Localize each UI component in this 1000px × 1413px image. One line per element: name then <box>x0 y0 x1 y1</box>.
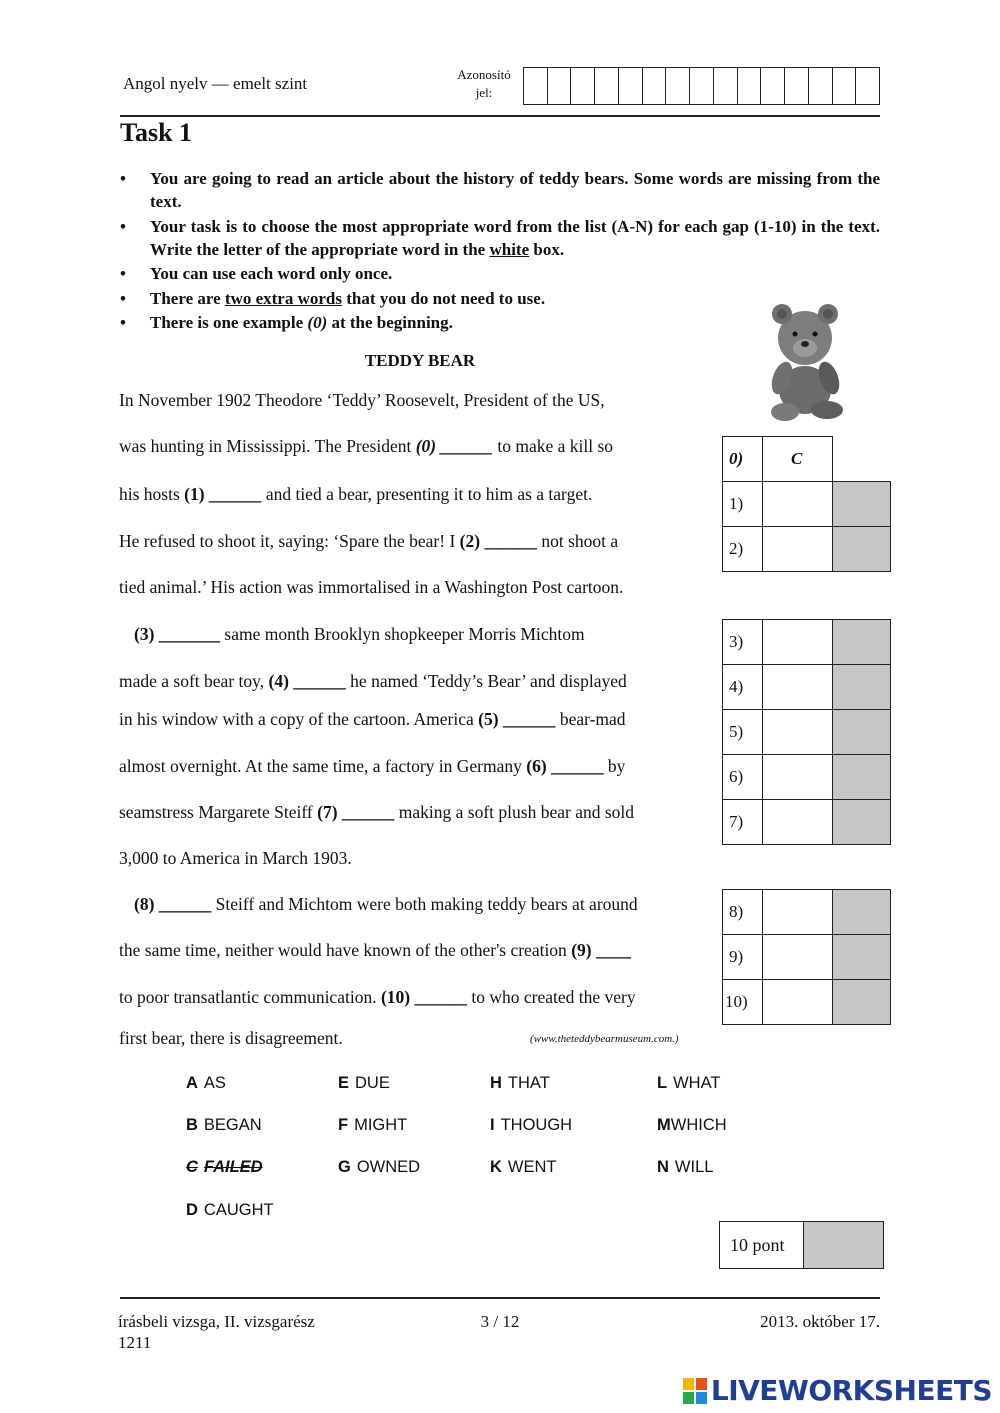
answer-number: 4) <box>723 665 763 710</box>
answer-row <box>723 935 891 980</box>
article-line: tied animal.’ His action was immortalised in a Washington Post cartoon. <box>119 577 624 597</box>
score-field <box>804 1222 883 1268</box>
answer-number: 9) <box>723 935 763 980</box>
instruction-item: • Your task is to choose the most appropriate word from the list (A-N) for each gap (1-10) in the text. Write the letter of the appropriate word in the white box. <box>120 215 880 261</box>
instruction-item: • You can use each word only once. <box>120 262 880 285</box>
teddy-bear-image <box>755 292 855 424</box>
article-line: In November 1902 Theodore ‘Teddy’ Roosevelt, President of the US, <box>119 390 605 410</box>
subject-label: Angol nyelv — emelt szint <box>123 74 308 93</box>
answer-table-1 <box>722 436 891 572</box>
footer-code: 1211 <box>118 1333 152 1352</box>
answer-row <box>723 620 891 665</box>
score-box <box>833 710 891 755</box>
article-line: (8) ______ Steiff and Michtom were both making teddy bears at around <box>134 894 638 914</box>
answer-table-3 <box>722 889 891 1025</box>
option-c: C FAILED <box>186 1158 263 1176</box>
article-line: his hosts (1) ______ and tied a bear, presenting it to him as a target. <box>119 484 593 504</box>
id-box[interactable] <box>619 68 643 104</box>
article-line: He refused to shoot it, saying: ‘Spare the bear! I (2) ______ not shoot a <box>119 531 619 551</box>
answer-row <box>723 890 891 935</box>
article-line: was hunting in Mississippi. The President (0) ______ to make a kill so <box>119 436 614 456</box>
header-divider <box>120 115 880 117</box>
answer-row <box>723 481 891 526</box>
logo-icon <box>683 1378 707 1404</box>
footer-divider <box>120 1297 880 1299</box>
option-g: G OWNED <box>338 1158 421 1176</box>
article-line: to poor transatlantic communication. (10) ______ to who created the very <box>119 987 636 1007</box>
id-box[interactable] <box>738 68 762 104</box>
task-title: Task 1 <box>120 118 193 147</box>
option-e: E DUE <box>338 1074 390 1092</box>
score-box <box>833 935 891 980</box>
id-box[interactable] <box>643 68 667 104</box>
source-citation: (www.theteddybearmuseum.com.) <box>530 1033 679 1045</box>
id-box[interactable] <box>785 68 809 104</box>
answer-input-box[interactable] <box>763 800 833 845</box>
id-box[interactable] <box>571 68 595 104</box>
answer-number: 7) <box>723 800 763 845</box>
answer-input-box[interactable] <box>763 935 833 980</box>
answer-row <box>723 526 891 571</box>
option-i: I THOUGH <box>490 1116 573 1134</box>
article-title: TEDDY BEAR <box>364 351 476 370</box>
instruction-item: • There is one example (0) at the beginning. <box>120 311 880 334</box>
score-box <box>833 665 891 710</box>
option-m: MWHICH <box>657 1116 727 1134</box>
score-box <box>833 620 891 665</box>
answer-row <box>723 665 891 710</box>
option-a: A AS <box>186 1074 226 1092</box>
id-label: Azonosító jel: <box>457 67 511 100</box>
answer-example-value: C <box>763 437 833 482</box>
id-box[interactable] <box>856 68 879 104</box>
option-b: B BEGAN <box>186 1116 262 1134</box>
answer-number: 6) <box>723 755 763 800</box>
answer-row <box>723 980 891 1025</box>
id-box[interactable] <box>761 68 785 104</box>
answer-input-box[interactable] <box>763 755 833 800</box>
id-box[interactable] <box>833 68 857 104</box>
answer-table-2 <box>722 619 891 845</box>
article-line: first bear, there is disagreement. <box>119 1028 343 1048</box>
score-box <box>833 526 891 571</box>
score-box <box>833 755 891 800</box>
article-line: the same time, neither would have known of the other's creation (9) ____ <box>119 940 631 960</box>
instruction-item: • You are going to read an article about the history of teddy bears. Some words are missing from the text. <box>120 167 880 213</box>
answer-row <box>723 800 891 845</box>
answer-number: 10) <box>723 980 763 1025</box>
answer-number: 0) <box>723 437 763 482</box>
answer-row <box>723 710 891 755</box>
article-line: (3) _______ same month Brooklyn shopkeeper Morris Michtom <box>134 624 585 644</box>
article-line: almost overnight. At the same time, a factory in Germany (6) ______ by <box>119 756 626 776</box>
answer-number: 3) <box>723 620 763 665</box>
option-h: H THAT <box>490 1074 550 1092</box>
id-box[interactable] <box>666 68 690 104</box>
answer-input-box[interactable] <box>763 710 833 755</box>
id-box[interactable] <box>595 68 619 104</box>
id-box[interactable] <box>714 68 738 104</box>
score-box <box>833 980 891 1025</box>
id-box[interactable] <box>524 68 548 104</box>
answer-input-box[interactable] <box>763 665 833 710</box>
score-label: 10 pont <box>720 1222 804 1268</box>
answer-input-box[interactable] <box>763 980 833 1025</box>
id-box[interactable] <box>548 68 572 104</box>
id-box[interactable] <box>690 68 714 104</box>
option-n: N WILL <box>657 1158 714 1176</box>
answer-number: 2) <box>723 526 763 571</box>
score-box <box>833 800 891 845</box>
answer-row-example <box>723 437 891 482</box>
score-box <box>833 890 891 935</box>
answer-input-box[interactable] <box>763 526 833 571</box>
score-box <box>833 481 891 526</box>
page-number: 3 / 12 <box>480 1312 520 1331</box>
article-line: seamstress Margarete Steiff (7) ______ making a soft plush bear and sold <box>119 802 635 822</box>
answer-input-box[interactable] <box>763 890 833 935</box>
answer-input-box[interactable] <box>763 481 833 526</box>
article-line: 3,000 to America in March 1903. <box>119 848 352 868</box>
answer-number: 1) <box>723 481 763 526</box>
article-line: in his window with a copy of the cartoon. America (5) ______ bear-mad <box>119 709 626 729</box>
answer-number: 5) <box>723 710 763 755</box>
total-score-box <box>719 1221 884 1269</box>
footer-date: 2013. október 17. <box>760 1312 880 1331</box>
option-k: K WENT <box>490 1158 557 1176</box>
answer-row <box>723 755 891 800</box>
answer-number: 8) <box>723 890 763 935</box>
option-l: L WHAT <box>657 1074 721 1092</box>
instruction-item: • There are two extra words that you do not need to use. <box>120 287 880 310</box>
option-d: D CAUGHT <box>186 1201 274 1219</box>
option-f: F MIGHT <box>338 1116 408 1134</box>
id-box[interactable] <box>809 68 833 104</box>
footer-exam-label: írásbeli vizsga, II. vizsgarész <box>118 1312 315 1331</box>
answer-input-box[interactable] <box>763 620 833 665</box>
liveworksheets-logo[interactable]: LIVEWORKSHEETS <box>683 1374 992 1407</box>
article-line: made a soft bear toy, (4) ______ he named ‘Teddy’s Bear’ and displayed <box>119 671 627 691</box>
id-code-boxes[interactable] <box>523 67 880 105</box>
